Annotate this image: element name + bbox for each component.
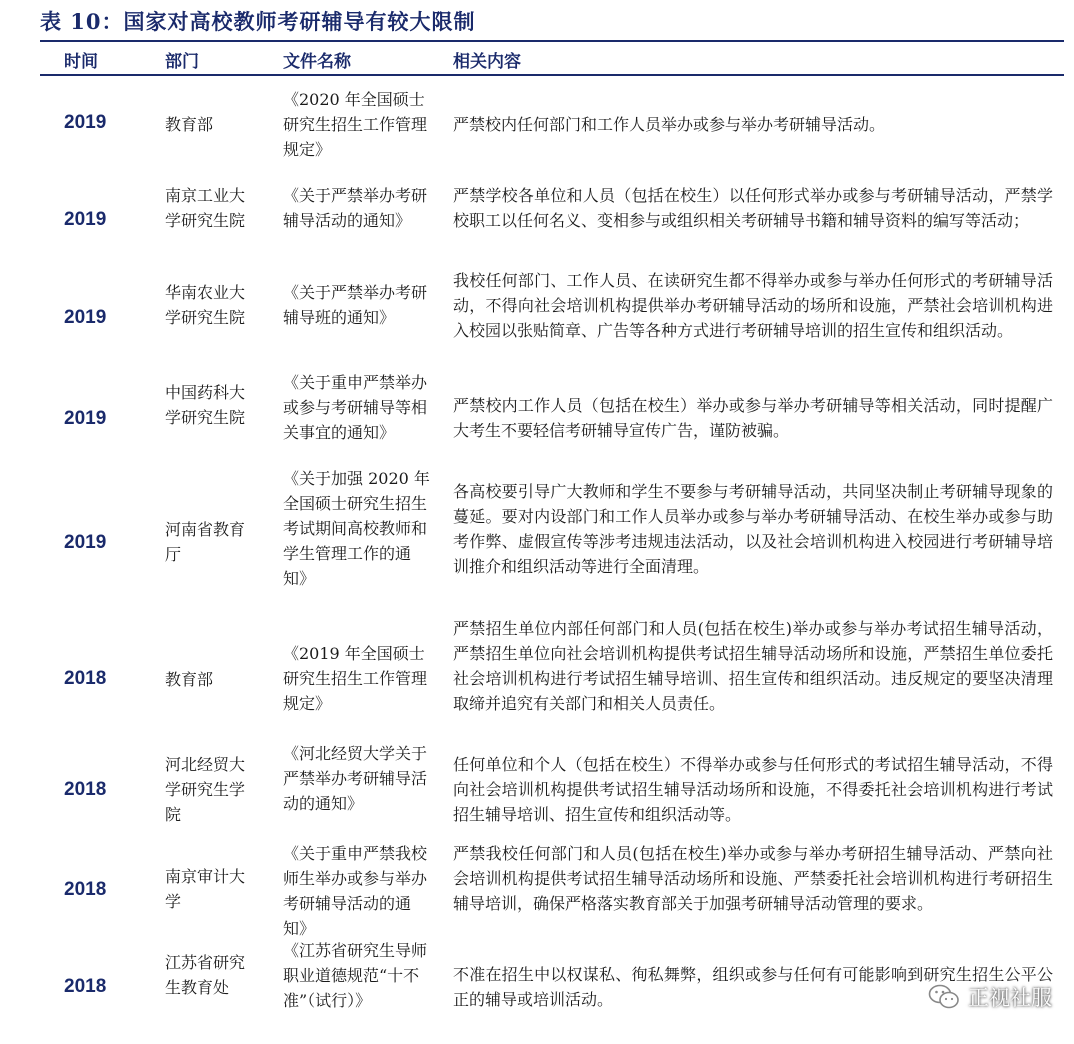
row-doc: 《2020 年全国硕士研究生招生工作管理规定》 — [283, 90, 428, 159]
row-year: 2019 — [64, 532, 107, 553]
row-dept: 中国药科大学研究生院 — [165, 383, 246, 427]
row-doc: 《关于重申严禁我校师生举办或参与举办考研辅导活动的通知》 — [283, 844, 428, 938]
row-dept: 河南省教育厅 — [165, 520, 246, 564]
row-content: 严禁校内工作人员（包括在校生）举办或参与举办考研辅导等相关活动，同时提醒广大考生不要轻信考研辅导宣传广告，谨防被骗。 — [453, 396, 1053, 440]
row-doc: 《关于重申严禁举办或参与考研辅导等相关事宜的通知》 — [283, 373, 428, 442]
row-content: 任何单位和个人（包括在校生）不得举办或参与任何形式的考试招生辅导活动，不得向社会培训机构提供考试招生辅导活动场所和设施，不得委托社会培训机构进行考试招生辅导培训、招生宣传和组织活动等。 — [453, 755, 1053, 824]
row-content: 严禁校内任何部门和工作人员举办或参与举办考研辅导活动。 — [453, 115, 886, 134]
row-content: 各高校要引导广大教师和学生不要参与考研辅导活动，共同坚决制止考研辅导现象的蔓延。要对内设部门和工作人员举办或参与举办考研辅导活动、在校生举办或参与助考作弊、虚假宣传等涉考违规违法活动，以及社会培训机构进入校园进行考研辅导培训推介和组织活动等进行全面清理。 — [453, 482, 1053, 576]
row-year: 2019 — [64, 209, 107, 230]
header-doc: 文件名称 — [283, 52, 351, 72]
row-year: 2018 — [64, 879, 107, 900]
header-dept: 部门 — [165, 52, 199, 72]
row-doc: 《河北经贸大学关于严禁举办考研辅导活动的通知》 — [283, 744, 428, 813]
row-doc: 《江苏省研究生导师职业道德规范“十不准”（试行）》 — [283, 941, 428, 1010]
row-dept: 华南农业大学研究生院 — [165, 283, 246, 327]
table-header — [40, 40, 1064, 76]
watermark-text: 正视社服 — [968, 987, 1052, 1010]
header-content: 相关内容 — [453, 52, 521, 72]
row-year: 2019 — [64, 307, 107, 328]
row-dept: 教育部 — [165, 115, 214, 134]
row-content: 严禁我校任何部门和人员(包括在校生)举办或参与举办考研招生辅导活动、严禁向社会培训机构提供考试招生辅导活动场所和设施、严禁委托社会培训机构进行考研招生辅导培训，确保严格落实教育部关于加强考研辅导活动管理的要求。 — [453, 844, 1053, 913]
row-doc: 《关于严禁举办考研辅导活动的通知》 — [283, 186, 428, 230]
row-dept: 江苏省研究生教育处 — [165, 953, 246, 997]
row-dept: 河北经贸大学研究生学院 — [165, 755, 246, 824]
row-dept: 南京审计大学 — [165, 867, 246, 911]
row-content: 我校任何部门、工作人员、在读研究生都不得举办或参与举办任何形式的考研辅导活动，不得向社会培训机构提供举办考研辅导活动的场所和设施，严禁社会培训机构进入校园以张贴简章、广告等各种方式进行考研辅导培训的招生宣传和组织活动。 — [453, 271, 1053, 340]
row-dept: 教育部 — [165, 670, 214, 689]
header-time: 时间 — [64, 52, 98, 72]
row-content: 严禁招生单位内部任何部门和人员(包括在校生)举办或参与举办考试招生辅导活动，严禁招生单位向社会培训机构提供考试招生辅导活动场所和设施，严禁招生单位委托社会培训机构进行考试招生辅导培训、招生宣传和组织活动。违反规定的要坚决清理取缔并追究有关部门和相关人员责任。 — [453, 619, 1053, 713]
row-year: 2018 — [64, 668, 107, 689]
row-content: 严禁学校各单位和人员（包括在校生）以任何形式举办或参与考研辅导活动，严禁学校职工以任何名义、变相参与或组织相关考研辅导书籍和辅导资料的编写等活动； — [453, 186, 1053, 230]
wechat-icon — [928, 983, 960, 1011]
row-doc: 《2019 年全国硕士研究生招生工作管理规定》 — [283, 644, 428, 713]
watermark — [928, 982, 1052, 1012]
table-title: 表 10：国家对高校教师考研辅导有较大限制 — [40, 9, 476, 34]
row-dept: 南京工业大学研究生院 — [165, 186, 246, 230]
row-year: 2018 — [64, 779, 107, 800]
row-content: 不准在招生中以权谋私、徇私舞弊，组织或参与任何有可能影响到研究生招生公平公正的辅导或培训活动。 — [453, 965, 1053, 1009]
row-doc: 《关于加强 2020 年全国硕士研究生招生考试期间高校教师和学生管理工作的通知》 — [283, 469, 430, 588]
row-year: 2018 — [64, 976, 107, 997]
row-year: 2019 — [64, 408, 107, 429]
row-year: 2019 — [64, 112, 107, 133]
row-doc: 《关于严禁举办考研辅导班的通知》 — [283, 283, 428, 327]
